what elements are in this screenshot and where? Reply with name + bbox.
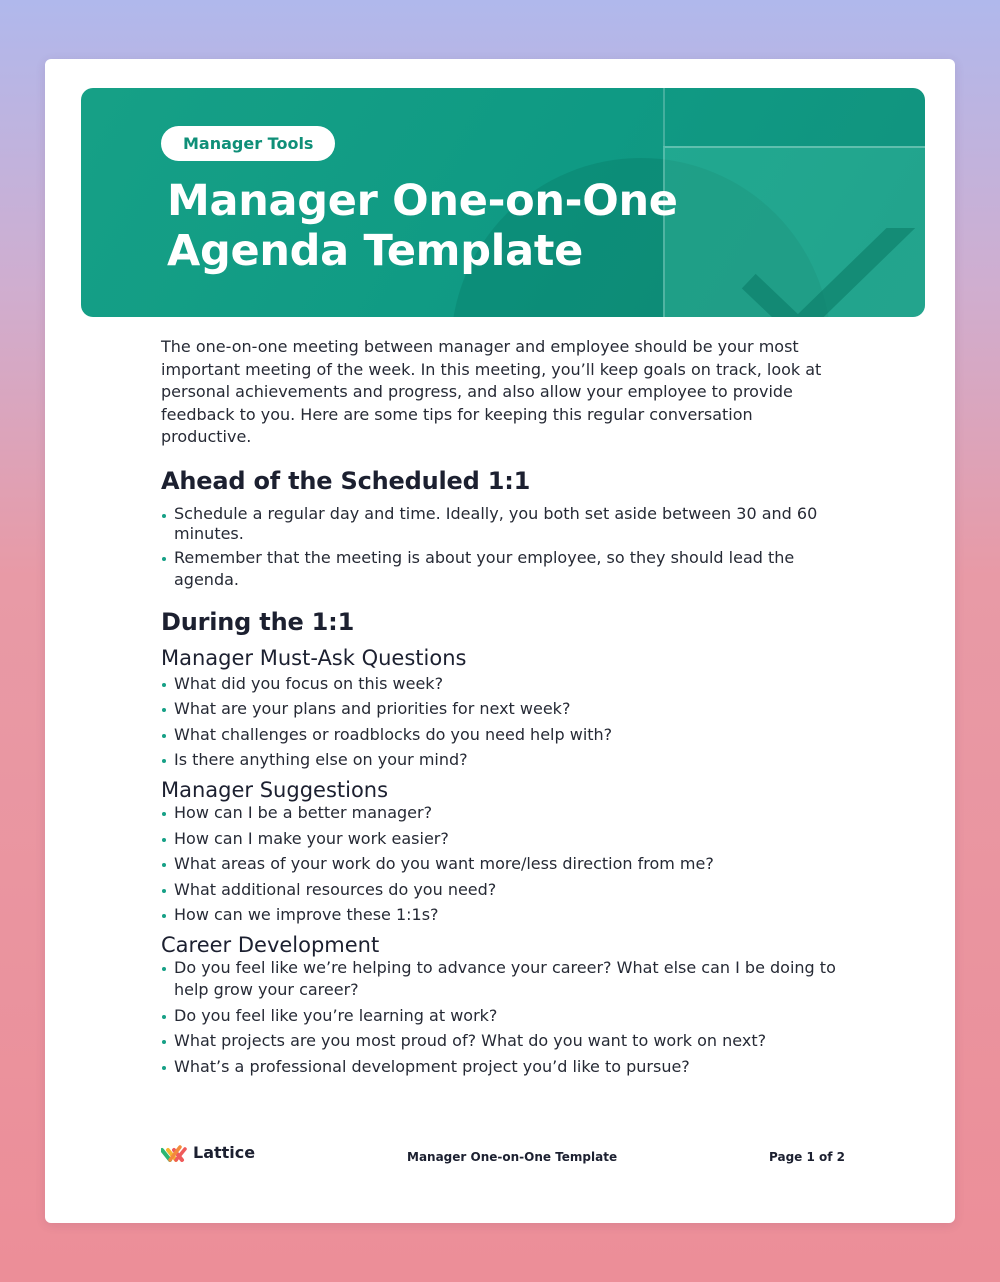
must-ask-list <box>161 673 841 772</box>
list-item: Is there anything else on your mind? <box>161 749 841 771</box>
subheading-suggestions: Manager Suggestions <box>161 778 389 802</box>
list-item: How can we improve these 1:1s? <box>161 904 841 926</box>
suggestions-list <box>161 802 841 926</box>
intro-paragraph: The one-on-one meeting between manager and employee should be your most important meeting of the week. In this meeting, you’ll keep goals on track, look at personal achievements and progress, and also allow your employee to provide feedback to you. Here are some tips for keeping this regular conversation productive. <box>161 337 822 446</box>
list-item: What challenges or roadblocks do you need help with? <box>161 724 841 746</box>
list-item: What did you focus on this week? <box>161 673 841 695</box>
subheading-must-ask: Manager Must-Ask Questions <box>161 645 467 670</box>
footer-doc-title: Manager One-on-One Template <box>407 1150 618 1164</box>
list-item: How can I be a better manager? <box>161 802 841 824</box>
list-item: Remember that the meeting is about your employee, so they should lead the agenda. <box>161 547 841 591</box>
banner-frame-decoration <box>663 88 925 146</box>
list-item: What projects are you most proud of? What do you want to work on next? <box>161 1030 841 1052</box>
list-item: What’s a professional development project you’d like to pursue? <box>161 1056 841 1078</box>
lattice-logo-icon <box>161 1144 187 1162</box>
list-item: How can I make your work easier? <box>161 828 841 850</box>
section-heading-ahead: Ahead of the Scheduled 1:1 <box>161 466 531 495</box>
list-item: What additional resources do you need? <box>161 879 841 901</box>
list-item: What are your plans and priorities for next week? <box>161 698 841 720</box>
career-list <box>161 957 841 1078</box>
list-item: What areas of your work do you want more/less direction from me? <box>161 853 841 875</box>
list-item: Do you feel like we’re helping to advance your career? What else can I be doing to help grow your career? <box>161 957 841 1001</box>
brand-logo <box>161 1143 255 1162</box>
section-heading-during: During the 1:1 <box>161 607 355 636</box>
subheading-career: Career Development <box>161 933 380 957</box>
page-title: Manager One-on-One Agenda Template <box>167 176 678 276</box>
ahead-list <box>161 504 841 591</box>
category-tag: Manager Tools <box>161 126 335 161</box>
main-content <box>161 336 841 1078</box>
document-page <box>45 59 955 1223</box>
brand-name: Lattice <box>193 1143 256 1162</box>
list-item: Schedule a regular day and time. Ideally, you both set aside between 30 and 60 minutes. <box>161 504 841 544</box>
header-banner <box>81 88 925 317</box>
list-item: Do you feel like you’re learning at work? <box>161 1005 841 1027</box>
page-number: Page 1 of 2 <box>769 1150 845 1164</box>
page-footer <box>161 1141 851 1171</box>
